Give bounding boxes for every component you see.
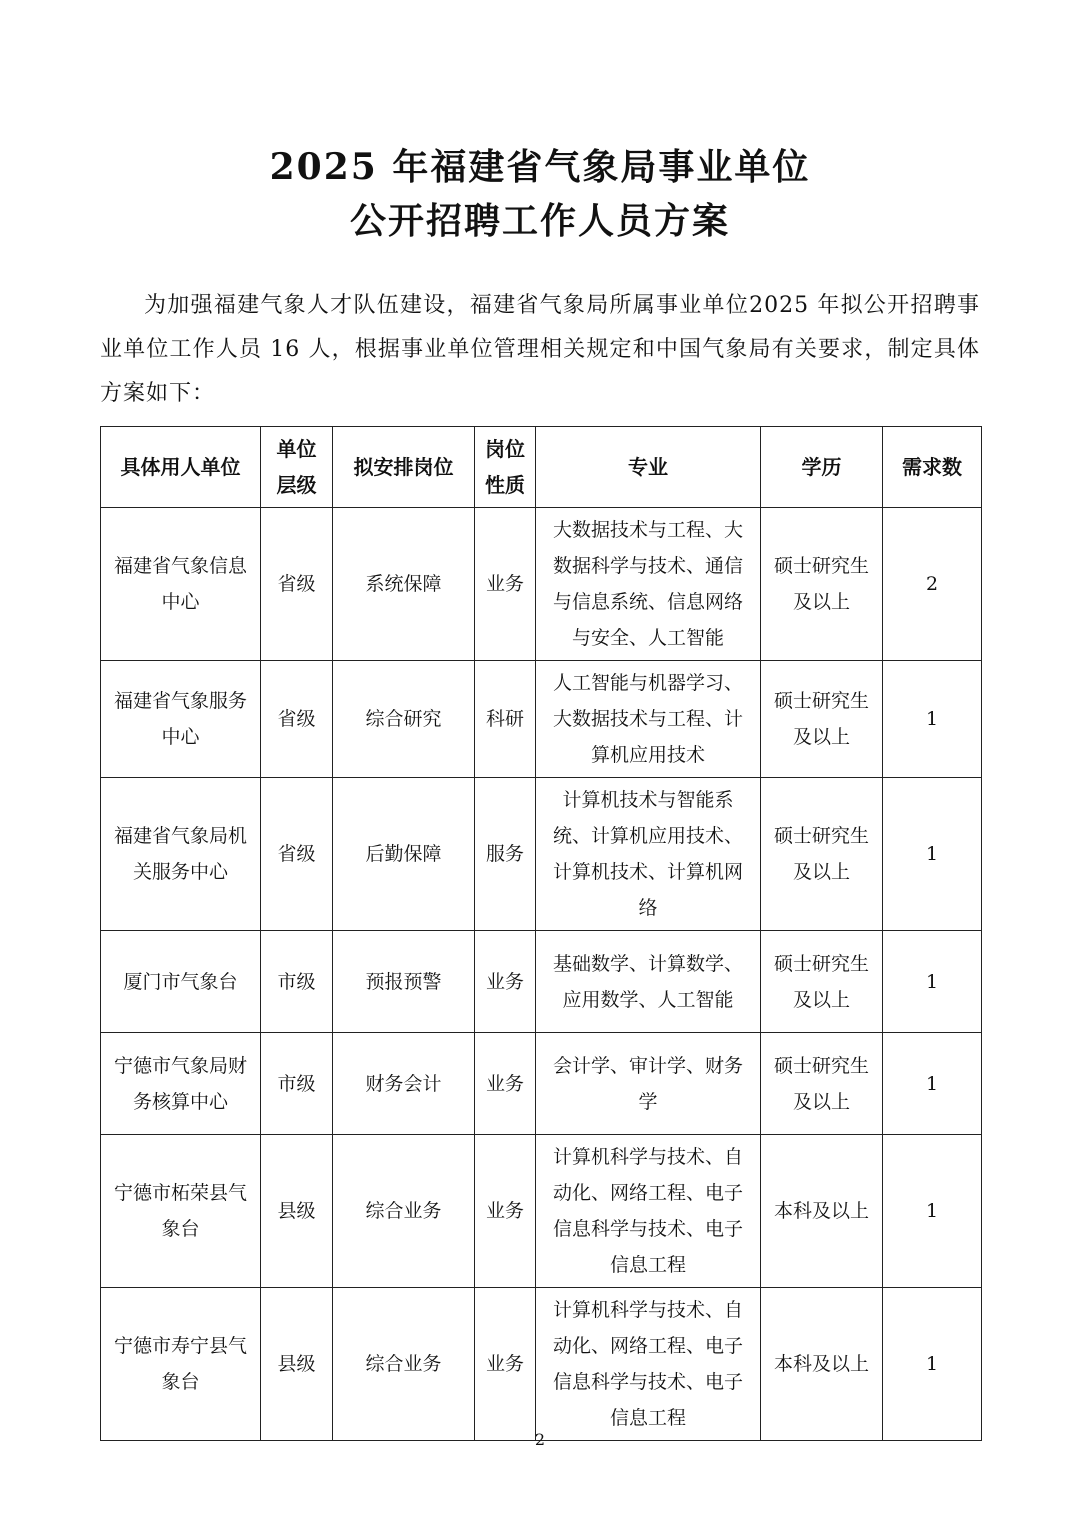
header-major: 专业 <box>536 427 761 508</box>
cell-count: 1 <box>883 778 982 931</box>
cell-post: 综合业务 <box>333 1288 475 1441</box>
cell-level: 县级 <box>261 1288 333 1441</box>
cell-education: 本科及以上 <box>761 1288 883 1441</box>
table-row <box>101 508 982 661</box>
table-row <box>101 1288 982 1441</box>
header-level: 单位层级 <box>261 427 333 508</box>
document-title-line2: 公开招聘工作人员方案 <box>349 200 730 242</box>
cell-level: 市级 <box>261 1033 333 1135</box>
cell-nature: 科研 <box>475 661 536 778</box>
cell-unit: 福建省气象服务中心 <box>101 661 261 778</box>
table-row <box>101 778 982 931</box>
cell-education: 硕士研究生及以上 <box>761 508 883 661</box>
intro-paragraph: 为加强福建气象人才队伍建设，福建省气象局所属事业单位2025 年拟公开招聘事业单位工作人员 16 人，根据事业单位管理相关规定和中国气象局有关要求，制定具体方案如下： <box>100 293 980 406</box>
header-unit: 具体用人单位 <box>101 427 261 508</box>
header-count: 需求数 <box>883 427 982 508</box>
cell-education: 硕士研究生及以上 <box>761 931 883 1033</box>
table-row <box>101 661 982 778</box>
cell-education: 本科及以上 <box>761 1135 883 1288</box>
table-header-row <box>101 427 982 508</box>
cell-post: 综合业务 <box>333 1135 475 1288</box>
table-row <box>101 931 982 1033</box>
cell-count: 1 <box>883 1135 982 1288</box>
cell-major: 人工智能与机器学习、大数据技术与工程、计算机应用技术 <box>536 661 761 778</box>
cell-level: 省级 <box>261 508 333 661</box>
cell-major: 基础数学、计算数学、应用数学、人工智能 <box>536 931 761 1033</box>
cell-nature: 业务 <box>475 508 536 661</box>
cell-post: 系统保障 <box>333 508 475 661</box>
page-number: 2 <box>534 1430 546 1449</box>
cell-nature: 业务 <box>475 931 536 1033</box>
cell-unit: 福建省气象局机关服务中心 <box>101 778 261 931</box>
cell-post: 预报预警 <box>333 931 475 1033</box>
cell-unit: 宁德市寿宁县气象台 <box>101 1288 261 1441</box>
cell-major: 计算机科学与技术、自动化、网络工程、电子信息科学与技术、电子信息工程 <box>536 1288 761 1441</box>
cell-post: 综合研究 <box>333 661 475 778</box>
cell-post: 后勤保障 <box>333 778 475 931</box>
table-row <box>101 1033 982 1135</box>
table-row <box>101 1135 982 1288</box>
cell-education: 硕士研究生及以上 <box>761 661 883 778</box>
cell-level: 省级 <box>261 778 333 931</box>
cell-level: 省级 <box>261 661 333 778</box>
cell-unit: 福建省气象信息中心 <box>101 508 261 661</box>
cell-unit: 宁德市气象局财务核算中心 <box>101 1033 261 1135</box>
cell-major: 计算机科学与技术、自动化、网络工程、电子信息科学与技术、电子信息工程 <box>536 1135 761 1288</box>
cell-major: 会计学、审计学、财务学 <box>536 1033 761 1135</box>
recruitment-table <box>100 426 982 1441</box>
cell-nature: 业务 <box>475 1033 536 1135</box>
cell-count: 2 <box>883 508 982 661</box>
cell-count: 1 <box>883 1033 982 1135</box>
cell-count: 1 <box>883 931 982 1033</box>
cell-count: 1 <box>883 1288 982 1441</box>
header-education: 学历 <box>761 427 883 508</box>
cell-unit: 宁德市柘荣县气象台 <box>101 1135 261 1288</box>
cell-education: 硕士研究生及以上 <box>761 778 883 931</box>
cell-count: 1 <box>883 661 982 778</box>
cell-education: 硕士研究生及以上 <box>761 1033 883 1135</box>
cell-nature: 业务 <box>475 1288 536 1441</box>
cell-level: 市级 <box>261 931 333 1033</box>
document-title-line1: 2025 年福建省气象局事业单位 <box>269 146 811 188</box>
cell-major: 计算机技术与智能系统、计算机应用技术、计算机技术、计算机网络 <box>536 778 761 931</box>
cell-nature: 服务 <box>475 778 536 931</box>
cell-unit: 厦门市气象台 <box>101 931 261 1033</box>
header-post: 拟安排岗位 <box>333 427 475 508</box>
header-nature: 岗位性质 <box>475 427 536 508</box>
cell-major: 大数据技术与工程、大数据科学与技术、通信与信息系统、信息网络与安全、人工智能 <box>536 508 761 661</box>
cell-post: 财务会计 <box>333 1033 475 1135</box>
cell-level: 县级 <box>261 1135 333 1288</box>
cell-nature: 业务 <box>475 1135 536 1288</box>
